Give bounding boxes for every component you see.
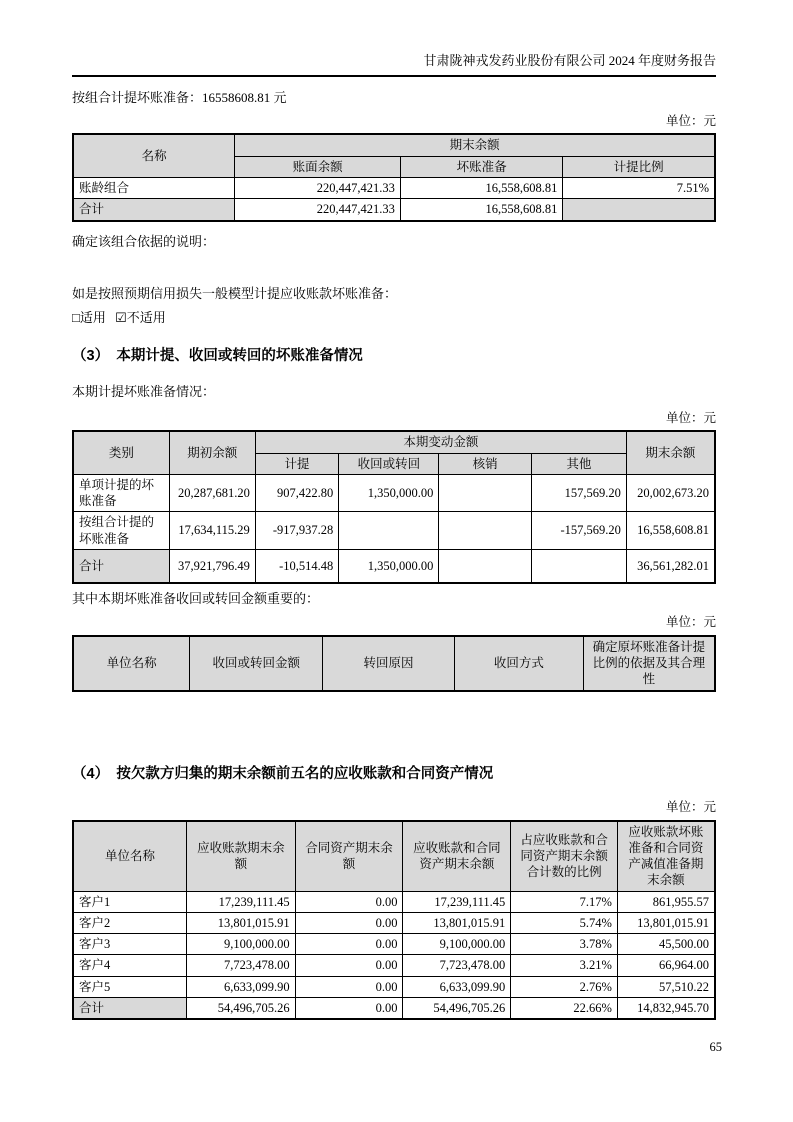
table-cell: 按组合计提的坏账准备 — [73, 512, 169, 550]
portfolio-provision-summary: 按组合计提坏账准备：16558608.81 元 — [72, 89, 287, 105]
table-row — [73, 955, 715, 976]
unit-label: 单位：元 — [665, 800, 716, 815]
table-cell — [531, 549, 626, 583]
table-cell: 客户5 — [73, 976, 187, 997]
column-header: 占应收账款和合同资产期末余额合计数的比例 — [511, 821, 618, 892]
table-cell: 907,422.80 — [255, 474, 338, 512]
table-cell: 账龄组合 — [73, 178, 235, 199]
table-cell: 16,558,608.81 — [400, 199, 562, 221]
table-cell: 9,100,000.00 — [403, 934, 511, 955]
section-3-intro: 本期计提坏账准备情况： — [72, 383, 216, 399]
table-cell: 22.66% — [511, 997, 618, 1019]
column-header: 收回或转回 — [339, 453, 439, 474]
unit-label: 单位：元 — [665, 113, 716, 128]
table-cell: 17,634,115.29 — [169, 512, 255, 550]
table-cell: 客户3 — [73, 934, 187, 955]
table-header-row — [73, 134, 715, 156]
table-cell: 9,100,000.00 — [187, 934, 295, 955]
table-cell — [563, 199, 715, 221]
not-applicable-checkbox: ☑不适用 — [115, 310, 166, 326]
table-cell: 6,633,099.90 — [187, 976, 295, 997]
page-number: 65 — [709, 1040, 722, 1054]
table-row-total — [73, 199, 715, 221]
column-header: 应收账款和合同资产期末余额 — [403, 821, 511, 892]
section-4-heading: （4） 按欠款方归集的期末余额前五名的应收账款和合同资产情况 — [72, 765, 494, 782]
ecl-model-note: 如是按照预期信用损失一般模型计提应收账款坏账准备： — [72, 286, 398, 302]
table-row — [73, 512, 715, 550]
table-cell: 0.00 — [295, 891, 403, 912]
table-cell: 5.74% — [511, 912, 618, 933]
section-3-heading: （3） 本期计提、收回或转回的坏账准备情况 — [72, 348, 363, 365]
table-cell: 0.00 — [295, 955, 403, 976]
table-cell: 20,287,681.20 — [169, 474, 255, 512]
table-cell: 14,832,945.70 — [617, 997, 715, 1019]
table-row — [73, 891, 715, 912]
recovery-detail-table — [72, 635, 716, 692]
table-cell: 7,723,478.00 — [187, 955, 295, 976]
column-header: 收回或转回金额 — [190, 636, 323, 691]
table-cell: 16,558,608.81 — [400, 178, 562, 199]
unit-label: 单位：元 — [665, 615, 716, 630]
table-cell: 3.78% — [511, 934, 618, 955]
column-header: 单位名称 — [73, 821, 187, 892]
table-row-total — [73, 997, 715, 1019]
table-header-row — [73, 431, 715, 453]
provision-change-table — [72, 430, 716, 584]
table-cell: 7,723,478.00 — [403, 955, 511, 976]
top-five-debtors-table — [72, 820, 716, 1021]
table-cell: 1,350,000.00 — [339, 474, 439, 512]
table-cell: 2.76% — [511, 976, 618, 997]
table-cell: 0.00 — [295, 912, 403, 933]
table-cell: 3.21% — [511, 955, 618, 976]
table-cell: 客户2 — [73, 912, 187, 933]
table-cell — [339, 512, 439, 550]
important-recovery-note: 其中本期坏账准备收回或转回金额重要的： — [72, 591, 320, 607]
basis-note: 确定该组合依据的说明： — [72, 233, 216, 249]
table-cell: 13,801,015.91 — [187, 912, 295, 933]
table-row-total — [73, 549, 715, 583]
table-cell — [439, 474, 531, 512]
column-header: 名称 — [73, 134, 235, 177]
column-header: 应收账款坏账准备和合同资产减值准备期末余额 — [617, 821, 715, 892]
column-header: 确定原坏账准备计提比例的依据及其合理性 — [583, 636, 715, 691]
table-cell: 54,496,705.26 — [403, 997, 511, 1019]
table-cell: 220,447,421.33 — [235, 178, 401, 199]
column-header: 坏账准备 — [400, 156, 562, 177]
table-cell: 7.17% — [511, 891, 618, 912]
portfolio-provision-table — [72, 133, 716, 221]
table-cell: 合计 — [73, 997, 187, 1019]
table-cell: 66,964.00 — [617, 955, 715, 976]
table-row — [73, 976, 715, 997]
table-row — [73, 178, 715, 199]
table-cell: 157,569.20 — [531, 474, 626, 512]
table-cell — [439, 549, 531, 583]
table-header-row — [73, 821, 715, 892]
column-header: 应收账款期末余额 — [187, 821, 295, 892]
table-row — [73, 934, 715, 955]
table-row — [73, 474, 715, 512]
report-title: 甘肃陇神戎发药业股份有限公司 2024 年度财务报告 — [423, 53, 716, 68]
column-header: 本期变动金额 — [255, 431, 626, 453]
table-cell: 合计 — [73, 199, 235, 221]
table-cell: -917,937.28 — [255, 512, 338, 550]
table-cell: 1,350,000.00 — [339, 549, 439, 583]
table-cell: 57,510.22 — [617, 976, 715, 997]
table-cell: 13,801,015.91 — [403, 912, 511, 933]
column-header: 计提比例 — [563, 156, 715, 177]
column-header: 其他 — [531, 453, 626, 474]
column-header: 类别 — [73, 431, 169, 474]
table-cell: 16,558,608.81 — [626, 512, 715, 550]
column-header: 账面余额 — [235, 156, 401, 177]
table-cell: 0.00 — [295, 934, 403, 955]
table-cell: 20,002,673.20 — [626, 474, 715, 512]
applicability-checkbox-line — [72, 311, 716, 326]
table-cell: 客户4 — [73, 955, 187, 976]
column-header: 转回原因 — [323, 636, 455, 691]
table-cell: 861,955.57 — [617, 891, 715, 912]
table-cell: 45,500.00 — [617, 934, 715, 955]
table-cell: 客户1 — [73, 891, 187, 912]
page-content — [72, 91, 716, 1020]
table-cell — [439, 512, 531, 550]
table-cell: -10,514.48 — [255, 549, 338, 583]
table-header-row — [73, 636, 715, 691]
table-cell: 17,239,111.45 — [187, 891, 295, 912]
column-header: 单位名称 — [73, 636, 190, 691]
table-cell: 合计 — [73, 549, 169, 583]
column-header: 期末余额 — [235, 134, 715, 156]
table-cell: 0.00 — [295, 976, 403, 997]
table-cell: 36,561,282.01 — [626, 549, 715, 583]
table-cell: 13,801,015.91 — [617, 912, 715, 933]
column-header: 期末余额 — [626, 431, 715, 474]
table-cell: -157,569.20 — [531, 512, 626, 550]
table-row — [73, 912, 715, 933]
applicable-checkbox: □适用 — [72, 310, 106, 326]
unit-label: 单位：元 — [665, 410, 716, 425]
column-header: 计提 — [255, 453, 338, 474]
table-cell: 220,447,421.33 — [235, 199, 401, 221]
table-cell: 7.51% — [563, 178, 715, 199]
column-header: 合同资产期末余额 — [295, 821, 403, 892]
table-cell: 0.00 — [295, 997, 403, 1019]
page-header — [72, 0, 716, 77]
table-cell: 37,921,796.49 — [169, 549, 255, 583]
table-cell: 6,633,099.90 — [403, 976, 511, 997]
column-header: 核销 — [439, 453, 531, 474]
table-cell: 单项计提的坏账准备 — [73, 474, 169, 512]
column-header: 收回方式 — [454, 636, 583, 691]
table-cell: 17,239,111.45 — [403, 891, 511, 912]
table-cell: 54,496,705.26 — [187, 997, 295, 1019]
column-header: 期初余额 — [169, 431, 255, 474]
